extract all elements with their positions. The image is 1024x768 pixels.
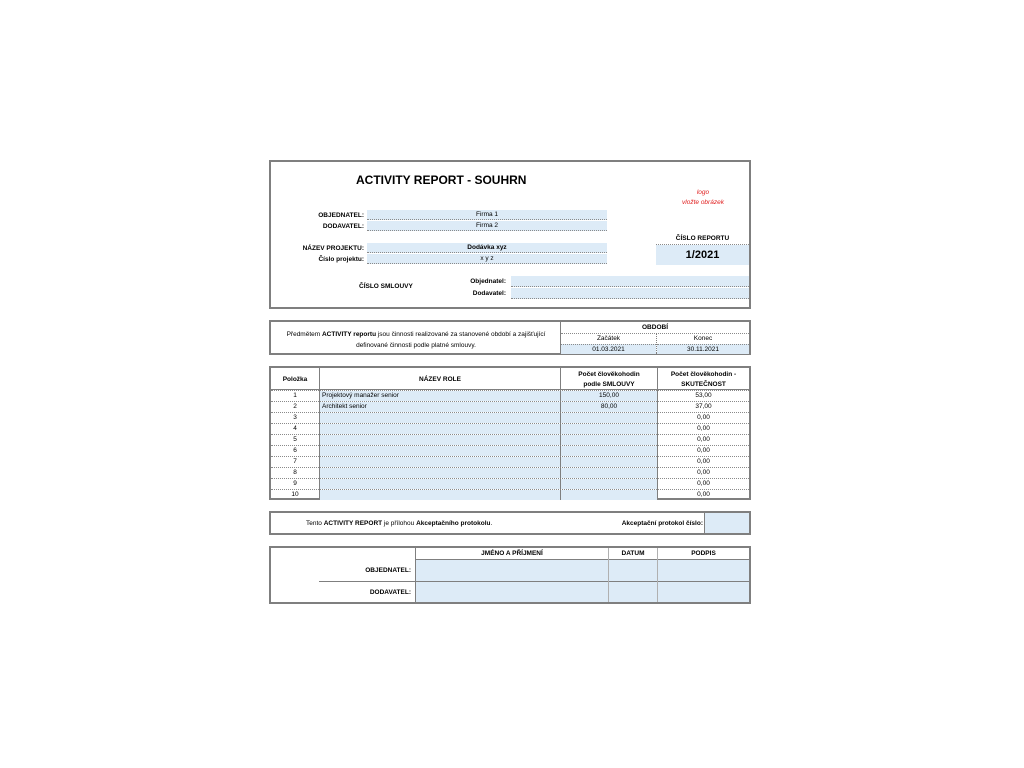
period-section xyxy=(269,320,751,355)
col-header-jmeno: JMÉNO A PŘÍJMENÍ xyxy=(481,550,543,557)
row-number: 2 xyxy=(293,403,297,410)
cislo-projektu-label: Číslo projektu: xyxy=(318,256,364,263)
period-description: Předmětem ACTIVITY reportu jsou činnosti realizované za stanovené období a zajišťující definované činnosti podle platné smlouvy. xyxy=(286,331,546,349)
col-header-podpis: PODPIS xyxy=(691,550,716,557)
sig-objednatel-sign-field[interactable] xyxy=(658,560,749,581)
header-section xyxy=(269,160,751,309)
logo-line1: logo xyxy=(696,189,710,196)
hours-actual-value: 0,00 xyxy=(697,491,710,498)
role-name-field[interactable] xyxy=(320,446,560,456)
protocol-section xyxy=(269,511,751,535)
table-row xyxy=(271,445,749,456)
nazev-projektu-label: NÁZEV PROJEKTU: xyxy=(302,245,364,252)
protocol-text: Tento ACTIVITY REPORT je přílohou Akceptačního protokolu. xyxy=(306,520,493,527)
hours-actual-value: 0,00 xyxy=(697,480,710,487)
dodavatel-label: DODAVATEL: xyxy=(322,223,364,230)
hours-contract-field[interactable] xyxy=(561,435,657,445)
role-name-field[interactable]: Projektový manažer senior xyxy=(320,391,560,401)
role-name-field[interactable] xyxy=(320,424,560,434)
hours-contract-field[interactable] xyxy=(561,424,657,434)
sig-objednatel-date-field[interactable] xyxy=(609,560,657,581)
col-header-polozka: Položka xyxy=(282,376,308,383)
logo-placeholder xyxy=(663,188,743,208)
row-number: 8 xyxy=(293,469,297,476)
nazev-projektu-field[interactable]: Dodávka xyz xyxy=(367,243,607,253)
smlouva-dodavatel-label: Dodavatel: xyxy=(472,290,506,297)
smlouva-objednatel-field[interactable] xyxy=(511,276,749,287)
row-number: 9 xyxy=(293,480,297,487)
sig-dodavatel-name-field[interactable] xyxy=(416,582,608,602)
table-row xyxy=(271,467,749,478)
role-name-field[interactable] xyxy=(320,413,560,423)
smlouva-dodavatel-field[interactable] xyxy=(511,288,749,299)
row-number: 10 xyxy=(291,491,299,498)
table-row xyxy=(271,412,749,423)
cislo-projektu-field[interactable]: x y z xyxy=(367,254,607,264)
row-number: 4 xyxy=(293,425,297,432)
roles-table xyxy=(269,366,751,500)
hours-actual-value: 0,00 xyxy=(697,458,710,465)
hours-actual-value: 0,00 xyxy=(697,469,710,476)
dodavatel-field[interactable]: Firma 2 xyxy=(367,221,607,231)
table-row xyxy=(271,478,749,489)
roles-rows xyxy=(271,390,749,500)
sig-objednatel-label: OBJEDNATEL: xyxy=(365,567,411,574)
period-title: OBDOBÍ xyxy=(642,324,668,331)
row-number: 6 xyxy=(293,447,297,454)
cislo-reportu-label: ČÍSLO REPORTU xyxy=(675,235,730,242)
table-row xyxy=(271,390,749,401)
protocol-number-field[interactable] xyxy=(705,513,749,533)
table-row xyxy=(271,489,749,500)
protocol-number-label: Akceptační protokol číslo: xyxy=(621,520,703,527)
table-row xyxy=(271,434,749,445)
hours-actual-value: 0,00 xyxy=(697,414,710,421)
hours-actual-value: 37,00 xyxy=(695,403,712,410)
col-header-nazev-role: NÁZEV ROLE xyxy=(419,376,461,383)
objednatel-field[interactable]: Firma 1 xyxy=(367,210,607,220)
role-name-field[interactable] xyxy=(320,468,560,478)
sig-dodavatel-sign-field[interactable] xyxy=(658,582,749,602)
row-number: 3 xyxy=(293,414,297,421)
cislo-smlouvy-label: ČÍSLO SMLOUVY xyxy=(359,283,413,290)
col-header-skutecnost: Počet člověkohodin - SKUTEČNOST xyxy=(670,371,737,388)
hours-actual-value: 0,00 xyxy=(697,425,710,432)
hours-contract-field[interactable] xyxy=(561,490,657,500)
table-row xyxy=(271,401,749,412)
role-name-field[interactable] xyxy=(320,490,560,500)
hours-contract-field[interactable] xyxy=(561,457,657,467)
table-row xyxy=(271,423,749,434)
table-row xyxy=(271,456,749,467)
hours-actual-value: 0,00 xyxy=(697,447,710,454)
sig-dodavatel-label: DODAVATEL: xyxy=(369,589,411,596)
col-header-smlouva: Počet člověkohodin podle SMLOUVY xyxy=(578,371,640,388)
sig-objednatel-name-field[interactable] xyxy=(416,560,608,581)
end-date-field[interactable]: 30.11.2021 xyxy=(657,344,749,354)
hours-actual-value: 0,00 xyxy=(697,436,710,443)
objednatel-label: OBJEDNATEL: xyxy=(318,212,364,219)
hours-contract-field[interactable] xyxy=(561,479,657,489)
row-number: 1 xyxy=(293,392,297,399)
cislo-reportu-value[interactable]: 1/2021 xyxy=(656,245,749,265)
hours-contract-field[interactable] xyxy=(561,413,657,423)
logo-line2: vložte obrázek xyxy=(682,199,724,206)
row-number: 7 xyxy=(293,458,297,465)
hours-actual-value: 53,00 xyxy=(695,392,712,399)
hours-contract-field[interactable] xyxy=(561,446,657,456)
end-label: Konec xyxy=(693,335,713,342)
role-name-field[interactable] xyxy=(320,435,560,445)
sig-dodavatel-date-field[interactable] xyxy=(609,582,657,602)
smlouva-objednatel-label: Objednatel: xyxy=(470,278,506,285)
col-header-datum: DATUM xyxy=(621,550,645,557)
hours-contract-field[interactable] xyxy=(561,468,657,478)
role-name-field[interactable] xyxy=(320,479,560,489)
hours-contract-field[interactable]: 80,00 xyxy=(561,402,657,412)
role-name-field[interactable] xyxy=(320,457,560,467)
report-title: ACTIVITY REPORT - SOUHRN xyxy=(356,173,527,187)
start-label: Začátek xyxy=(596,335,621,342)
start-date-field[interactable]: 01.03.2021 xyxy=(561,344,656,354)
signature-section xyxy=(269,546,751,604)
row-number: 5 xyxy=(293,436,297,443)
hours-contract-field[interactable]: 150,00 xyxy=(561,391,657,401)
role-name-field[interactable]: Architekt senior xyxy=(320,402,560,412)
